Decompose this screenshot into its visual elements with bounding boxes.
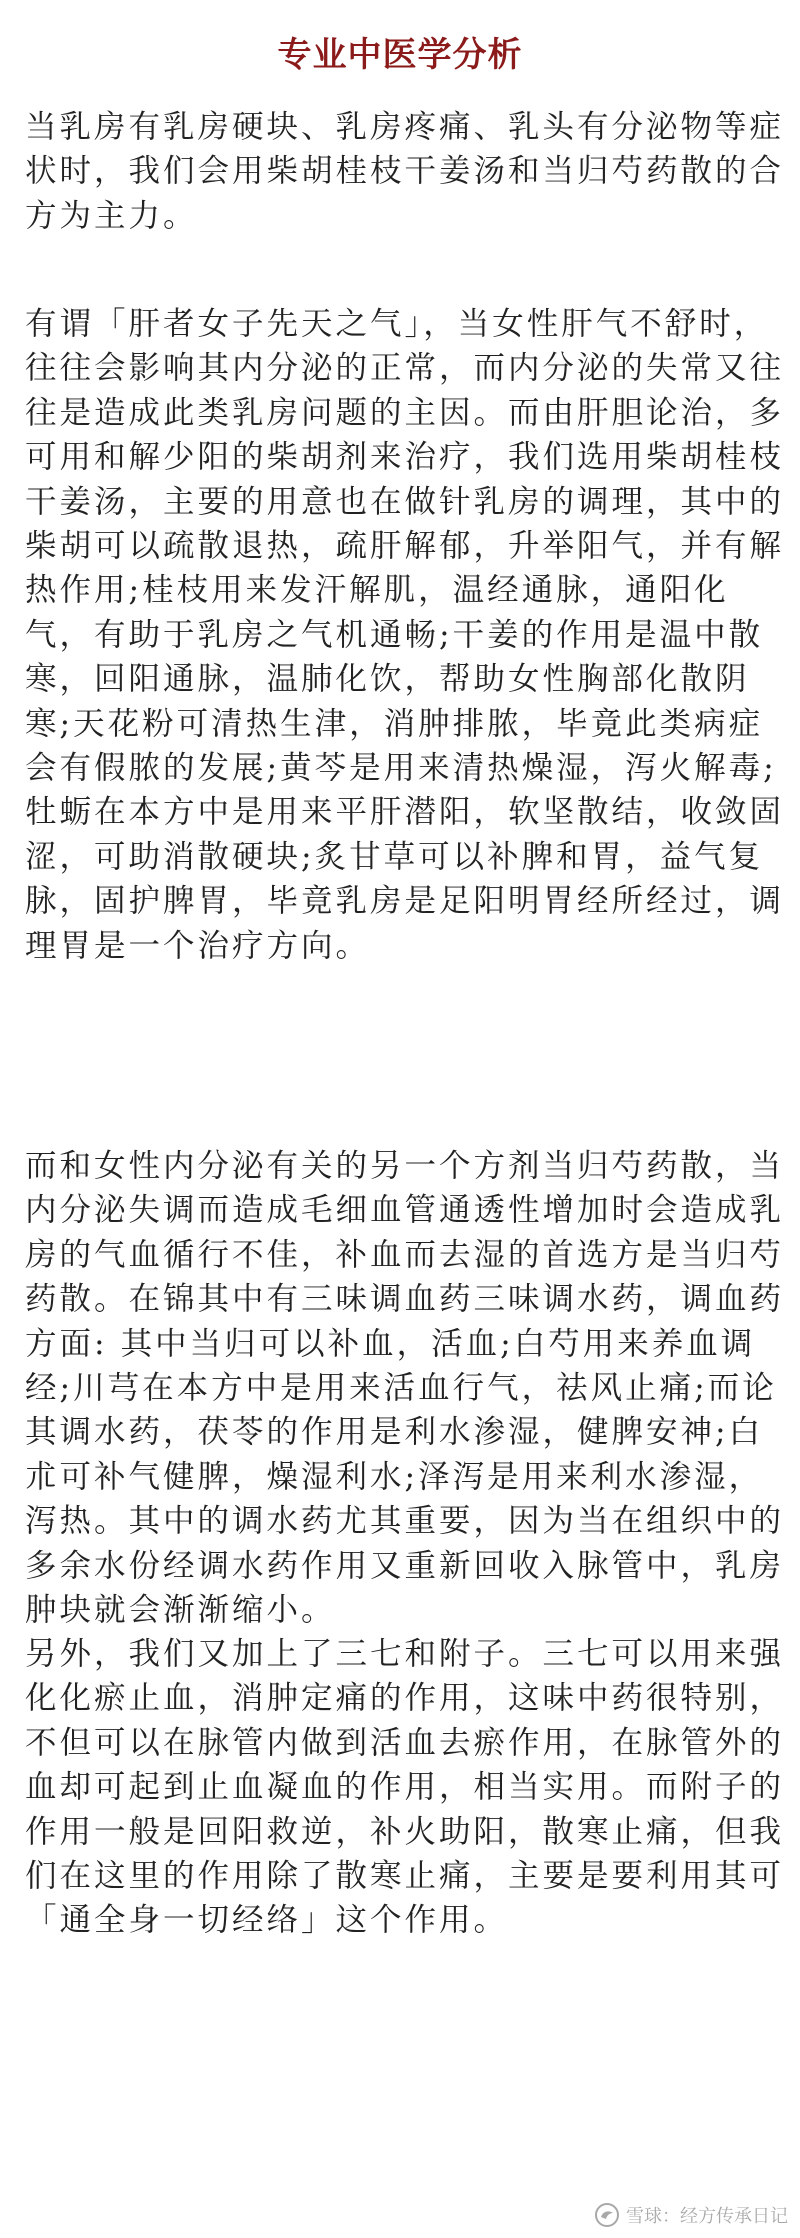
source-watermark [594, 2202, 788, 2228]
paragraph-1: 当乳房有乳房硬块、乳房疼痛、乳头有分泌物等症状时，我们会用柴胡桂枝干姜汤和当归芍药散的合方为主力。 [25, 109, 785, 234]
watermark-text: 雪球：经方传承日记 [626, 2206, 788, 2227]
paragraph-3: 而和女性内分泌有关的另一个方剂当归芍药散，当内分泌失调而造成毛细血管通透性增加时会造成乳房的气血循行不佳，补血而去湿的首选方是当归芍药散。在锦其中有三味调血药三味调水药，调血药方面: 其中当归可以补血，活血;白芍用来养血调经;川芎在本方中是用来活血行气，祛风止痛;而论其调水药，茯苓的作用是利水渗湿，健脾安神;白朮可补气健脾，燥湿利水;泽泻是用来利水渗湿，泻热。其中的调水药尤其重要，因为当在组织中的多余水份经调水药作用又重新回收入脉管中，乳房肿块就会渐渐缩小。 [25, 1148, 785, 1629]
page-title: 专业中医学分析 [277, 35, 523, 75]
paragraph-4: 另外，我们又加上了三七和附子。三七可以用来强化化瘀止血，消肿定痛的作用，这味中药很特别，不但可以在脉管内做到活血去瘀作用，在脉管外的血却可起到止血凝血的作用，相当实用。而附子的作用一般是回阳救逆，补火助阳，散寒止痛，但我们在这里的作用除了散寒止痛，主要是要利用其可「通全身一切经络」这个作用。 [25, 1636, 785, 1939]
paragraph-2: 有谓「肝者女子先天之气」，当女性肝气不舒时，往往会影响其内分泌的正常，而内分泌的失常又往往是造成此类乳房问题的主因。而由肝胆论治，多可用和解少阳的柴胡剂来治疗，我们选用柴胡桂枝干姜汤，主要的用意也在做针乳房的调理，其中的柴胡可以疏散退热，疏肝解郁，升举阳气，并有解热作用;桂枝用来发汗解肌，温经通脉，通阳化气，有助于乳房之气机通畅;干姜的作用是温中散寒，回阳通脉，温肺化饮，帮助女性胸部化散阴寒;天花粉可清热生津，消肿排脓，毕竟此类病症会有假脓的发展;黄芩是用来清热燥湿，泻火解毒;牡蛎在本方中是用来平肝潜阳，软坚散结，收敛固涩，可助消散硬块;炙甘草可以补脾和胃，益气复脉，固护脾胃，毕竟乳房是足阳明胃经所经过，调理胃是一个治疗方向。 [25, 306, 785, 964]
snowball-logo-icon [594, 2202, 620, 2228]
